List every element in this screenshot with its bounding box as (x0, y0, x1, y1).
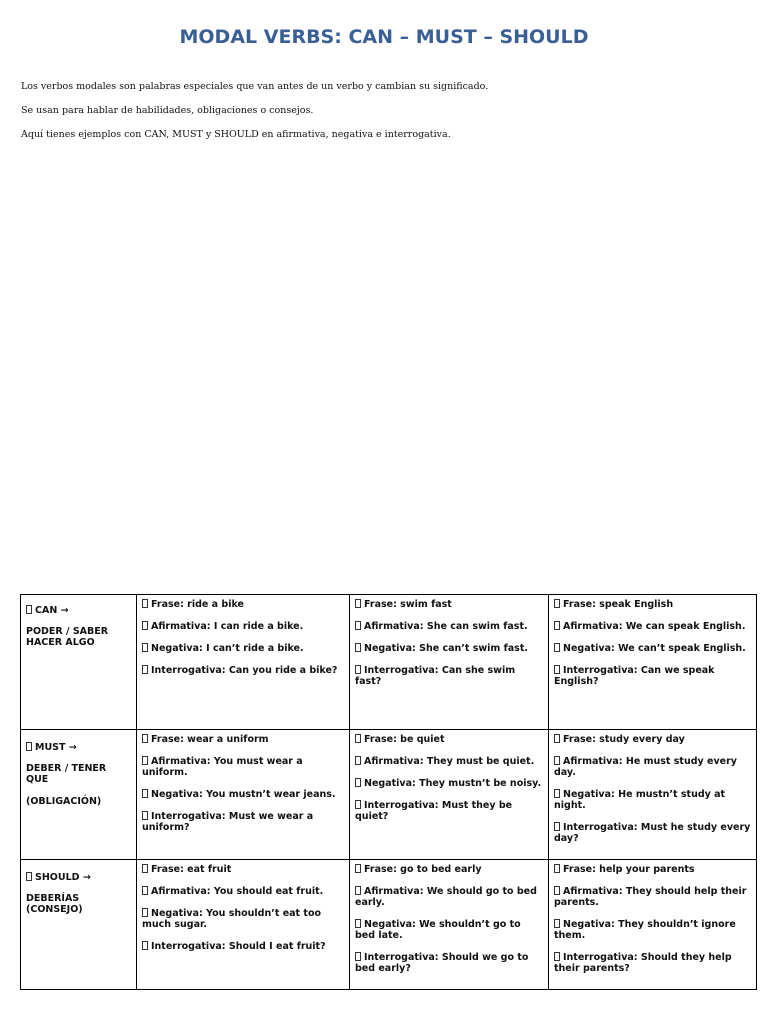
checkbox-icon (355, 864, 361, 873)
example-cell (350, 860, 549, 990)
verb-cell-must (21, 730, 137, 860)
checkbox-icon (554, 643, 560, 652)
example-line: Negativa: You mustn’t wear jeans. (142, 789, 344, 800)
checkbox-icon (554, 665, 560, 674)
checkbox-icon (142, 811, 148, 820)
checkbox-icon (554, 621, 560, 630)
checkbox-icon (26, 605, 32, 614)
example-line: Frase: be quiet (355, 734, 543, 745)
checkbox-icon (355, 886, 361, 895)
checkbox-icon (554, 886, 560, 895)
example-line: Negativa: They mustn’t be noisy. (355, 778, 543, 789)
verb-meaning: DEBERÍAS (CONSEJO) (26, 893, 83, 915)
verb-meaning: PODER / SABER HACER ALGO (26, 626, 109, 648)
example-line: Afirmativa: He must study every day. (554, 756, 737, 778)
example-line: Interrogativa: Should I eat fruit? (142, 941, 344, 952)
checkbox-icon (554, 952, 560, 961)
checkbox-icon (554, 734, 560, 743)
verb-cell-should (21, 860, 137, 990)
checkbox-icon (554, 822, 560, 831)
example-cell (137, 730, 350, 860)
checkbox-icon (554, 919, 560, 928)
checkbox-icon (142, 599, 148, 608)
checkbox-icon (554, 864, 560, 873)
checkbox-icon (142, 665, 148, 674)
table-row-can (21, 595, 757, 730)
example-line: Frase: eat fruit (142, 864, 344, 875)
page-title: MODAL VERBS: CAN – MUST – SHOULD (179, 26, 589, 48)
example-line: Interrogativa: Must they be quiet? (355, 800, 513, 822)
example-line: Frase: help your parents (554, 864, 751, 875)
checkbox-icon (142, 941, 148, 950)
example-line: Interrogativa: Can we speak English? (554, 665, 715, 687)
example-line: Frase: study every day (554, 734, 751, 745)
intro-paragraph: Los verbos modales son palabras especiales que van antes de un verbo y cambian su significado. (21, 81, 489, 92)
example-line: Frase: speak English (554, 599, 751, 610)
table-row-must (21, 730, 757, 860)
intro-text (21, 82, 741, 154)
verb-label: SHOULD → (35, 872, 91, 883)
verb-heading (26, 742, 131, 753)
example-line: Negativa: We shouldn’t go to bed late. (355, 919, 521, 941)
example-cell (350, 595, 549, 730)
checkbox-icon (554, 599, 560, 608)
example-line: Afirmativa: You must wear a uniform. (142, 756, 303, 778)
example-line: Interrogativa: Can she swim fast? (355, 665, 516, 687)
checkbox-icon (142, 643, 148, 652)
checkbox-icon (355, 800, 361, 809)
checkbox-icon (142, 756, 148, 765)
verb-label: CAN → (35, 605, 69, 616)
example-line: Frase: go to bed early (355, 864, 543, 875)
checkbox-icon (26, 742, 32, 751)
example-cell (549, 860, 757, 990)
verb-heading (26, 872, 131, 883)
example-line: Interrogativa: Can you ride a bike? (142, 665, 344, 676)
verb-cell-can (21, 595, 137, 730)
example-cell (350, 730, 549, 860)
example-line: Afirmativa: They should help their parents. (554, 886, 747, 908)
example-cell (549, 730, 757, 860)
example-line: Afirmativa: They must be quiet. (355, 756, 543, 767)
checkbox-icon (355, 734, 361, 743)
example-line: Interrogativa: Should we go to bed early? (355, 952, 529, 974)
checkbox-icon (142, 886, 148, 895)
example-cell (549, 595, 757, 730)
example-line: Afirmativa: She can swim fast. (355, 621, 543, 632)
example-line: Frase: swim fast (355, 599, 543, 610)
checkbox-icon (355, 919, 361, 928)
verb-meaning: (OBLIGACIÓN) (26, 796, 102, 807)
checkbox-icon (142, 908, 148, 917)
verb-meaning: DEBER / TENER QUE (26, 763, 107, 785)
checkbox-icon (142, 864, 148, 873)
verb-heading (26, 605, 131, 616)
verb-label: MUST → (35, 742, 77, 753)
checkbox-icon (355, 621, 361, 630)
checkbox-icon (355, 643, 361, 652)
table-row-should (21, 860, 757, 990)
checkbox-icon (142, 621, 148, 630)
checkbox-icon (142, 789, 148, 798)
example-cell (137, 595, 350, 730)
example-line: Afirmativa: You should eat fruit. (142, 886, 344, 897)
example-line: Negativa: They shouldn’t ignore them. (554, 919, 736, 941)
example-line: Afirmativa: I can ride a bike. (142, 621, 344, 632)
example-line: Negativa: You shouldn’t eat too much sugar. (142, 908, 321, 930)
checkbox-icon (26, 872, 32, 881)
example-line: Frase: ride a bike (142, 599, 344, 610)
checkbox-icon (142, 734, 148, 743)
example-line: Frase: wear a uniform (142, 734, 344, 745)
checkbox-icon (355, 599, 361, 608)
checkbox-icon (355, 778, 361, 787)
checkbox-icon (355, 952, 361, 961)
example-line: Negativa: We can’t speak English. (554, 643, 751, 654)
checkbox-icon (355, 665, 361, 674)
checkbox-icon (554, 756, 560, 765)
example-line: Afirmativa: We should go to bed early. (355, 886, 537, 908)
intro-paragraph: Aquí tienes ejemplos con CAN, MUST y SHOULD en afirmativa, negativa e interrogativa. (21, 129, 451, 140)
example-cell (137, 860, 350, 990)
example-line: Interrogativa: Must he study every day? (554, 822, 751, 844)
intro-paragraph: Se usan para hablar de habilidades, obligaciones o consejos. (21, 105, 314, 116)
example-line: Interrogativa: Must we wear a uniform? (142, 811, 314, 833)
example-line: Negativa: He mustn’t study at night. (554, 789, 726, 811)
example-line: Afirmativa: We can speak English. (554, 621, 751, 632)
modal-verbs-table (20, 594, 757, 990)
checkbox-icon (355, 756, 361, 765)
checkbox-icon (554, 789, 560, 798)
example-line: Negativa: She can’t swim fast. (355, 643, 543, 654)
example-line: Negativa: I can’t ride a bike. (142, 643, 344, 654)
example-line: Interrogativa: Should they help their parents? (554, 952, 732, 974)
